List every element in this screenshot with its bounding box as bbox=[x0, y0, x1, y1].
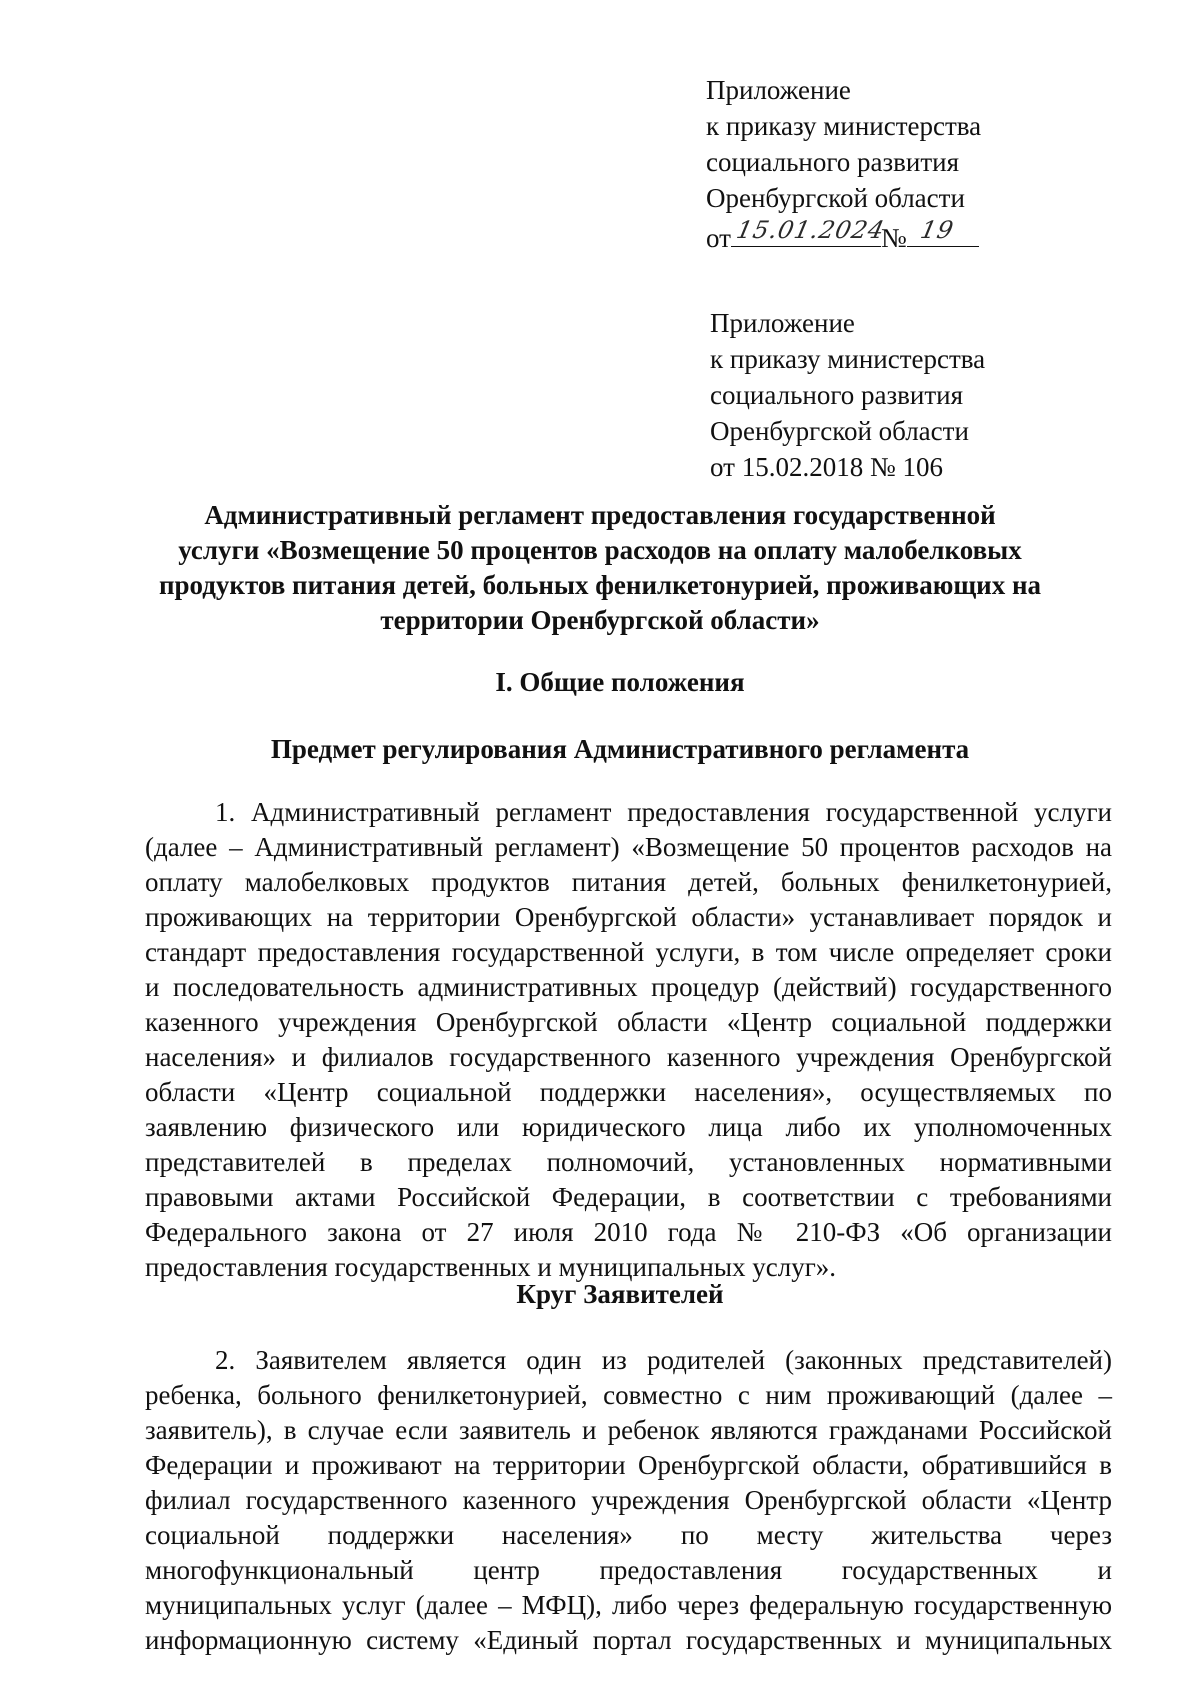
paragraph-line: 1. Административный регламент предоставления государственной услуги bbox=[215, 797, 1112, 827]
paragraph-line: оплату малобелковых продуктов питания детей, больных фенилкетонурией, bbox=[145, 867, 1112, 897]
appendix-date-line bbox=[706, 216, 981, 256]
title-line: продуктов питания детей, больных фенилкетонурией, проживающих на bbox=[158, 570, 1042, 600]
paragraph-line: стандарт предоставления государственной услуги, в том числе определяет сроки bbox=[145, 937, 1112, 967]
section-heading: I. Общие положения bbox=[495, 667, 745, 697]
appendix-line: Оренбургской области bbox=[710, 416, 969, 446]
date-field bbox=[731, 216, 888, 247]
title-line: услуги «Возмещение 50 процентов расходов на оплату малобелковых bbox=[178, 535, 1022, 565]
paragraph-line: 2. Заявителем является один из родителей (законных представителей) bbox=[215, 1345, 1112, 1375]
paragraph-line: (далее – Административный регламент) «Возмещение 50 процентов расходов на bbox=[145, 832, 1112, 862]
paragraph-line: населения» и филиалов государственного казенного учреждения Оренбургской bbox=[145, 1042, 1112, 1072]
paragraph-line: области «Центр социальной поддержки населения», осуществляемых по bbox=[145, 1077, 1112, 1107]
appendix-line: от 15.02.2018 № 106 bbox=[710, 452, 943, 482]
paragraph-line: и последовательность административных процедур (действий) государственного bbox=[145, 972, 1112, 1002]
title-line: территории Оренбургской области» bbox=[380, 605, 820, 635]
appendix-line: к приказу министерства bbox=[706, 111, 982, 141]
appendix-line: к приказу министерства bbox=[710, 344, 986, 374]
date-prefix: от bbox=[706, 223, 731, 253]
appendix-line: социального развития bbox=[710, 380, 964, 410]
paragraph-line: предоставления государственных и муниципальных услуг». bbox=[145, 1252, 837, 1282]
paragraph-line: казенного учреждения Оренбургской области «Центр социальной поддержки bbox=[145, 1007, 1112, 1037]
paragraph-line: многофункциональный центр предоставления государственных и bbox=[145, 1555, 1112, 1585]
paragraph-line: правовыми актами Российской Федерации, в соответствии с требованиями bbox=[145, 1182, 1112, 1212]
number-prefix: № bbox=[880, 223, 907, 253]
handwritten-date: 15.01.2024 bbox=[733, 216, 888, 244]
subject-heading: Предмет регулирования Административного регламента bbox=[270, 734, 970, 764]
document-title bbox=[150, 498, 1050, 638]
handwritten-number: 19 bbox=[917, 216, 957, 244]
previous-appendix-block bbox=[710, 305, 985, 485]
paragraph-line: заявлению физического или юридического лица либо их уполномоченных bbox=[145, 1112, 1112, 1142]
paragraph-line: представителей в пределах полномочий, установленных нормативными bbox=[145, 1147, 1112, 1177]
applicants-heading: Круг Заявителей bbox=[516, 1279, 724, 1309]
paragraph-line: муниципальных услуг (далее – МФЦ), либо через федеральную государственную bbox=[145, 1590, 1112, 1620]
appendix-line: социального развития bbox=[706, 147, 960, 177]
title-line: Административный регламент предоставления государственной bbox=[204, 500, 996, 530]
number-field bbox=[907, 216, 979, 247]
appendix-line: Приложение bbox=[706, 75, 851, 105]
paragraph-line: информационную систему «Единый портал государственных и муниципальных bbox=[145, 1625, 1112, 1655]
paragraph-line: социальной поддержки населения» по месту жительства через bbox=[145, 1520, 1112, 1550]
paragraph-line: заявитель), в случае если заявитель и ребенок являются гражданами Российской bbox=[145, 1415, 1112, 1445]
paragraph-line: Федерации и проживают на территории Оренбургской области, обратившийся в bbox=[145, 1450, 1112, 1480]
paragraph-line: филиал государственного казенного учреждения Оренбургской области «Центр bbox=[145, 1485, 1112, 1515]
appendix-line: Приложение bbox=[710, 308, 855, 338]
paragraph-line: ребенка, больного фенилкетонурией, совместно с ним проживающий (далее – bbox=[145, 1380, 1112, 1410]
paragraph-line: Федерального закона от 27 июля 2010 года № 210-ФЗ «Об организации bbox=[145, 1217, 1112, 1247]
paragraph-2 bbox=[145, 1343, 1112, 1658]
paragraph-1 bbox=[145, 795, 1112, 1285]
current-appendix-block bbox=[706, 72, 981, 256]
appendix-line: Оренбургской области bbox=[706, 183, 965, 213]
paragraph-line: проживающих на территории Оренбургской области» устанавливает порядок и bbox=[145, 902, 1112, 932]
